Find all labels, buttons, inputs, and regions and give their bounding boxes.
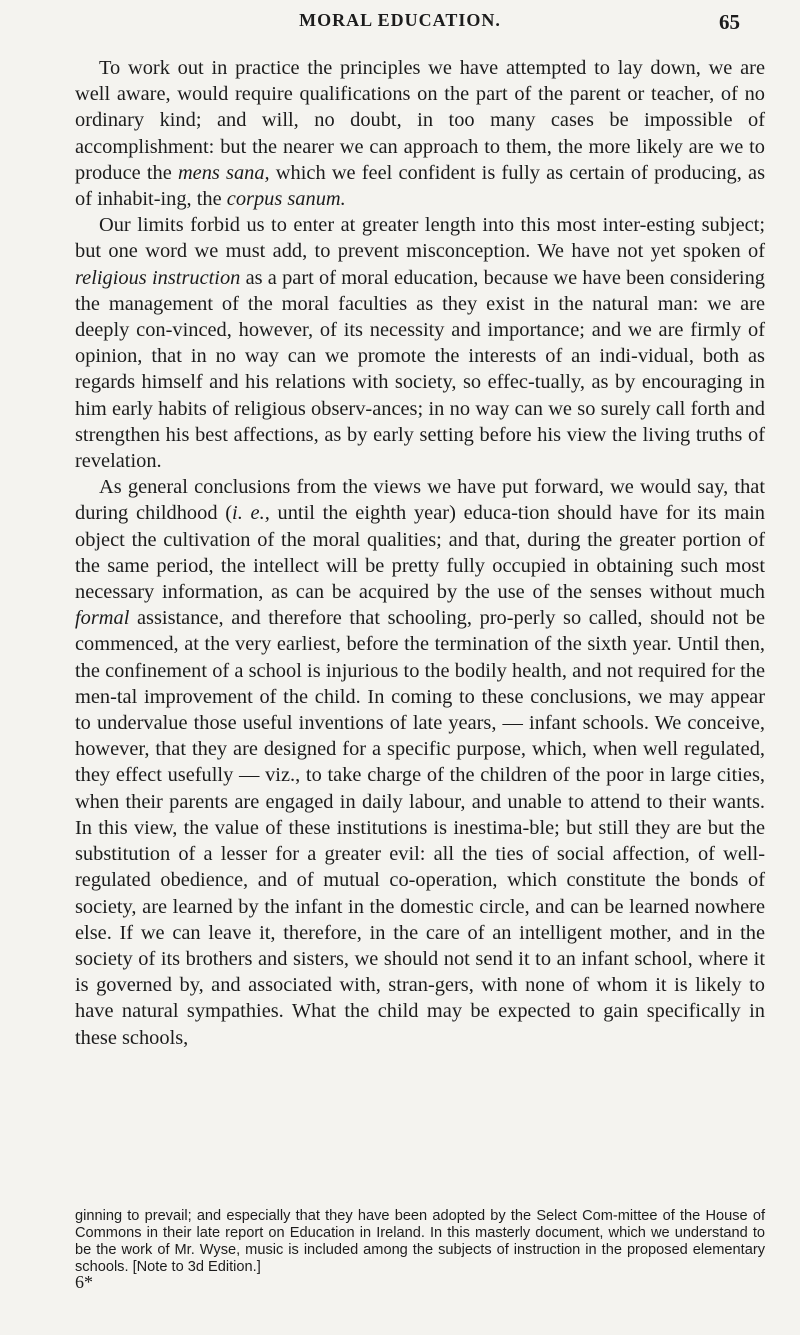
italic-phrase: religious instruction — [75, 266, 241, 289]
paragraph-3: As general conclusions from the views we have put forward, we would say, that during childhood (i. e., until the eighth year) educa-tion should have for its main object the cultivation of the moral qualities; and that, during the greater portion of the same period, the intellect will be pretty fully occupied in obtaining such most necessary information, as can be acquired by the use of the senses without much formal assistance, and therefore that schooling, pro-perly so called, should not be commenced, at the very earliest, before the termination of the sixth year. Until then, the confinement of a school is injurious to the bodily health, and not required for the men-tal improvement of the child. In coming to these conclusions, we may appear to undervalue those useful inventions of late years, — infant schools. We conceive, however, that they are designed for a specific purpose, which, when well regulated, they effect usefully — viz., to take charge of the children of the poor in large cities, when their parents are engaged in daily labour, and unable to attend to their wants. In this view, the value of these institutions is inestima-ble; but still they are but the substitution of a lesser for a greater evil: all the ties of social affection, of well-regulated obedience, and of mutual co-operation, which constitute the bonds of society, are learned by the infant in the domestic circle, and can be learned nowhere else. If we can leave it, therefore, in the care of an intelligent mother, and in the society of its brothers and sisters, we should not send it to an infant school, where it is governed by, and associated with, stran-gers, with none of whom it is likely to have natural sympathies. What the child may be expected to gain specifically in these schools, — [75, 476, 765, 1049]
running-head: MORAL EDUCATION. — [299, 10, 501, 30]
footnote-text: ginning to prevail; and especially that they have been adopted by the Select Com-mittee of the House of Commons in their late report on Education in Ireland. In this masterly document, which we understand to be the work of Mr. Wyse, music is included among the subjects of instruction in the proposed elementary schools. [Note to 3d Edition.] — [75, 1208, 765, 1275]
page-number: 65 — [719, 10, 740, 34]
italic-phrase: mens sana, — [177, 161, 270, 184]
main-text — [75, 55, 765, 1051]
italic-phrase: i. e., — [232, 502, 270, 525]
signature-mark: 6* — [75, 1272, 93, 1292]
page-header — [60, 10, 740, 40]
italic-phrase: corpus sanum. — [226, 188, 346, 211]
italic-phrase: formal — [75, 607, 130, 630]
footnote — [75, 1208, 765, 1291]
paragraph-1: To work out in practice the principles we have attempted to lay down, we are well aware, would require qualifications on the part of the parent or teacher, of no ordinary kind; and will, no doubt, in too many cases be impossible of accomplishment: but the nearer we can approach to them, the more likely are we to produce the mens sana, which we feel confident is fully as certain of producing, as of inhabit-ing, the corpus sanum. — [75, 57, 766, 211]
paragraph-2: Our limits forbid us to enter at greater length into this most inter-esting subject; but one word we must add, to prevent misconception. We have not yet spoken of religious instruction as a part of moral education, because we have been considering the management of the moral faculties as they exist in the natural man: we are deeply con-vinced, however, of its necessity and importance; and we are firmly of opinion, that in no way can we promote the interests of an indi-vidual, both as regards himself and his relations with society, so effec-tually, as by encouraging in him early habits of religious observ-ances; in no way can we so surely call forth and strengthen his best affections, as by early setting before his view the living truths of revelation. — [75, 214, 765, 473]
